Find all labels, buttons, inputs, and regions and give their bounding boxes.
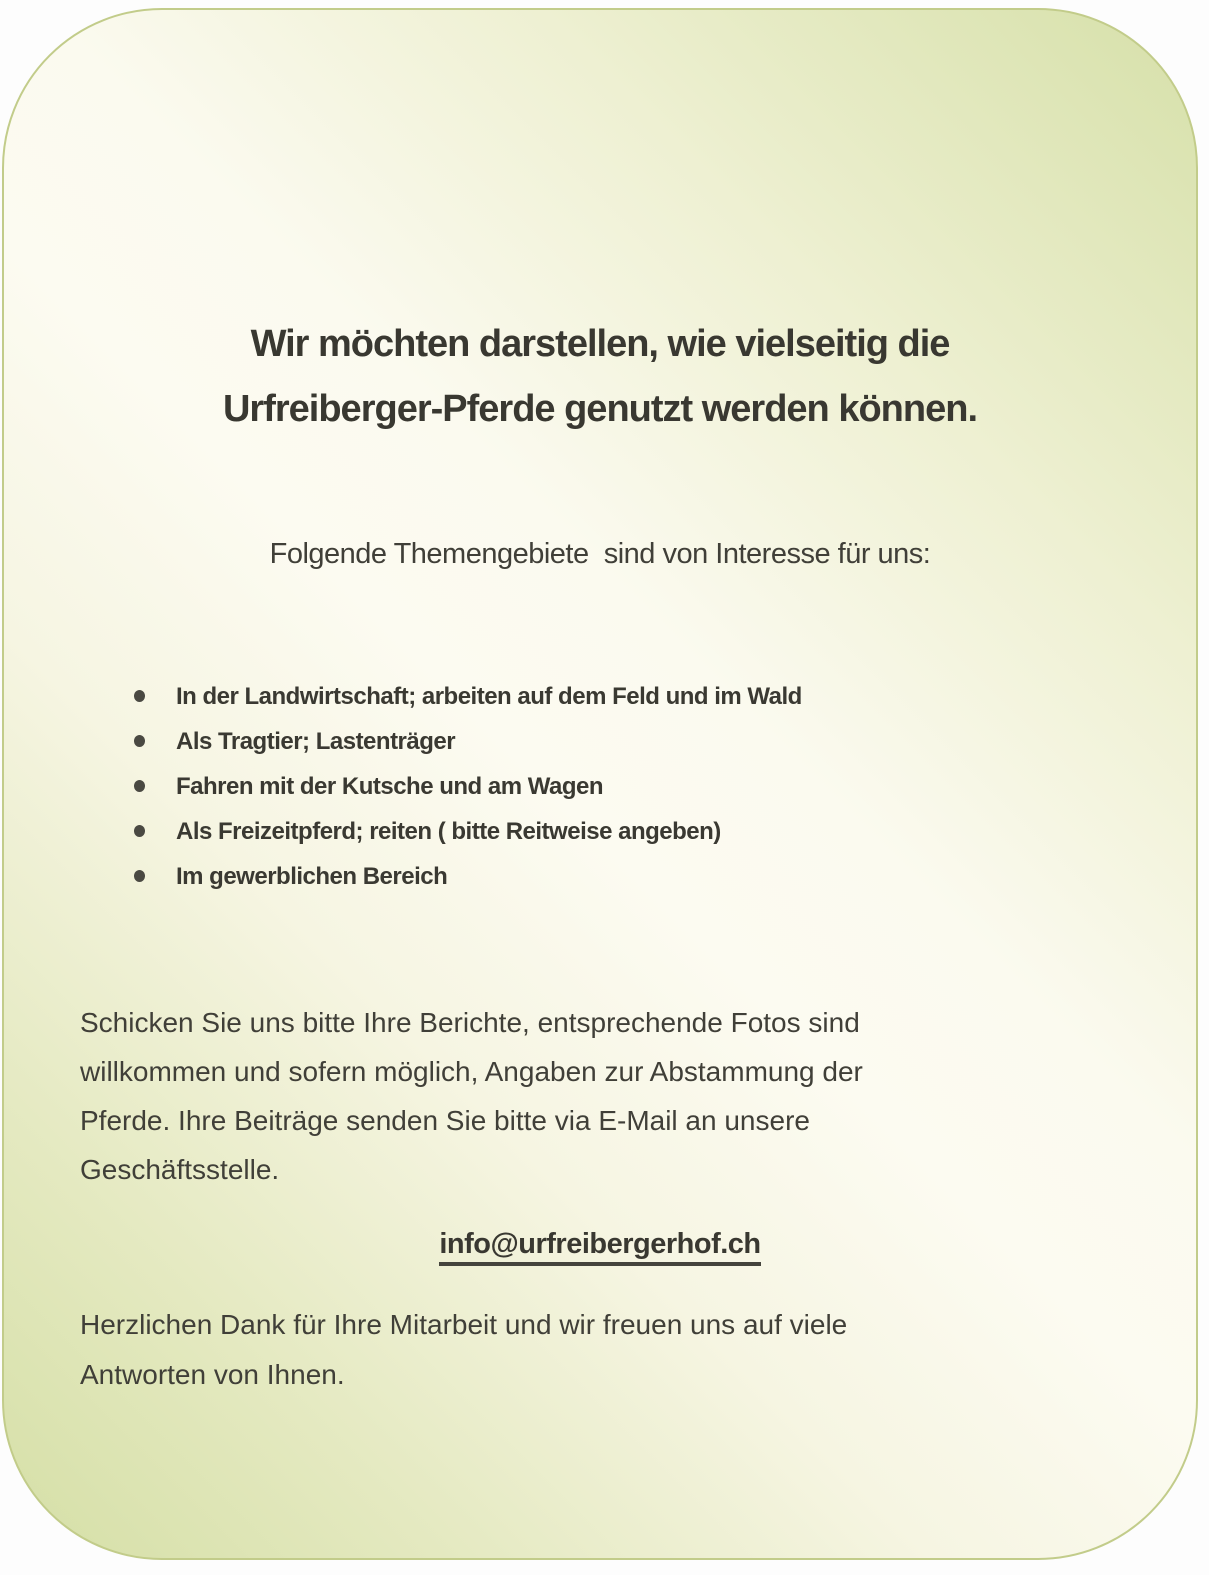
title-line: Urfreiberger-Pferde genutzt werden können.: [222, 388, 977, 430]
bullet-item: [4, 674, 1196, 719]
bullet-item: [4, 719, 1196, 764]
title-line: Wir möchten darstellen, wie vielseitig die: [250, 323, 950, 365]
bullet-list: [4, 674, 1196, 899]
body-paragraph: [80, 998, 1130, 1194]
email-row: [4, 1228, 1196, 1266]
closing-line: Antworten von Ihnen.: [80, 1359, 345, 1390]
subtitle: Folgende Themengebiete sind von Interesse für uns:: [269, 538, 931, 570]
page-title: [4, 312, 1196, 442]
bullet-text: In der Landwirtschaft; arbeiten auf dem Feld und im Wald: [176, 683, 802, 710]
closing-paragraph: [80, 1300, 1130, 1400]
closing-line: Herzlichen Dank für Ihre Mitarbeit und wir freuen uns auf viele: [80, 1309, 848, 1340]
bullet-dot: [134, 825, 145, 837]
bullet-item: [4, 809, 1196, 854]
bullet-text: Im gewerblichen Bereich: [176, 863, 448, 890]
paragraph-line: willkommen und sofern möglich, Angaben zur Abstammung der: [80, 1056, 863, 1087]
bullet-dot: [134, 735, 145, 747]
bullet-item: [4, 854, 1196, 899]
bullet-text: Fahren mit der Kutsche und am Wagen: [176, 773, 604, 800]
paragraph-line: Schicken Sie uns bitte Ihre Berichte, entsprechende Fotos sind: [80, 1007, 860, 1038]
paragraph-line: Geschäftsstelle.: [80, 1154, 280, 1185]
email-address: info@urfreibergerhof.ch: [439, 1228, 760, 1266]
flyer-card: [2, 8, 1198, 1560]
bullet-item: [4, 764, 1196, 809]
bullet-text: Als Freizeitpferd; reiten ( bitte Reitweise angeben): [176, 818, 721, 845]
paragraph-line: Pferde. Ihre Beiträge senden Sie bitte via E-Mail an unsere: [80, 1105, 810, 1136]
bullet-dot: [134, 690, 145, 702]
bullet-dot: [134, 870, 145, 882]
bullet-text: Als Tragtier; Lastenträger: [176, 728, 456, 755]
bullet-dot: [134, 780, 145, 792]
